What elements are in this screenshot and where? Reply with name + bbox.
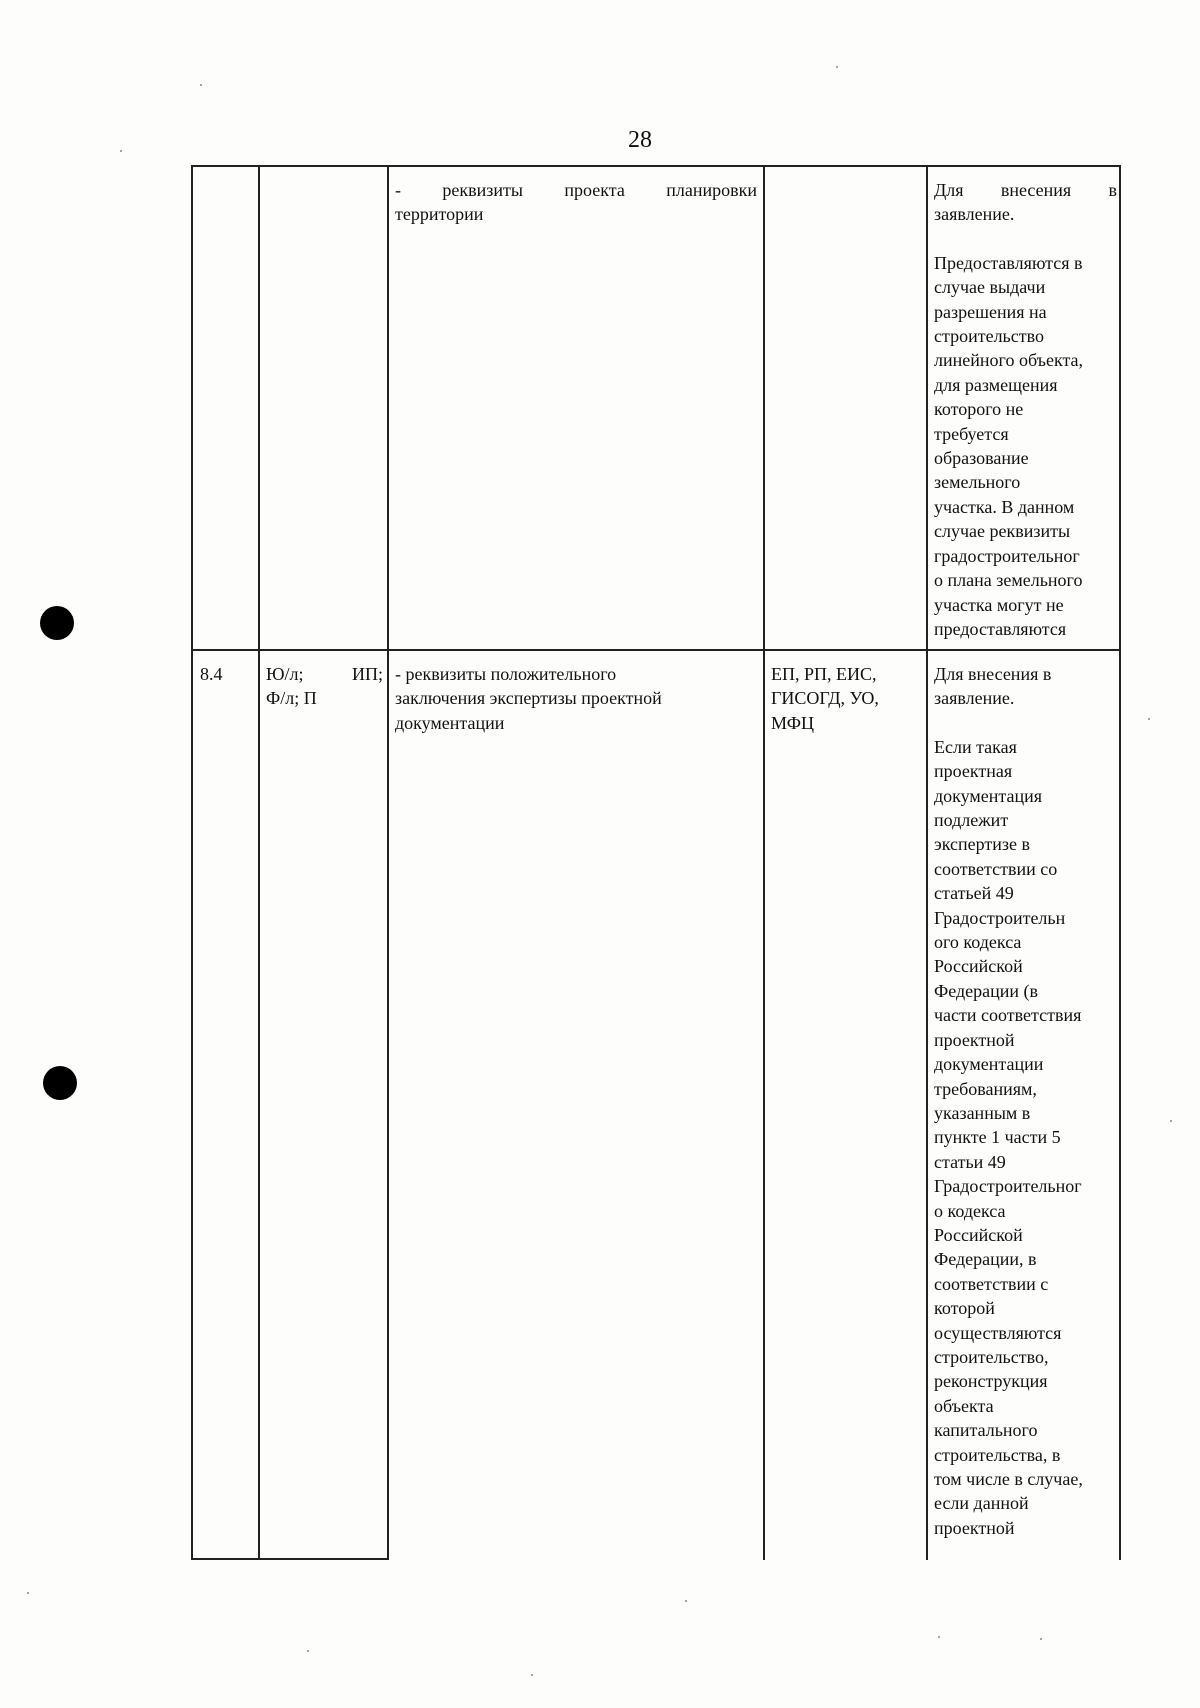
row1-note-line: Для внесения в bbox=[934, 180, 1117, 200]
row2-note-line: если данной bbox=[934, 1493, 1029, 1514]
scan-speck bbox=[531, 1674, 533, 1676]
row2-note-line: проектной bbox=[934, 1517, 1015, 1538]
row2-note-cell bbox=[934, 662, 1117, 1540]
row2-note-line: указанным в bbox=[934, 1102, 1031, 1123]
row1-document-line: территории bbox=[395, 204, 484, 225]
row2-note-line: проектной bbox=[934, 1029, 1015, 1050]
row2-note-line: подлежит bbox=[934, 810, 1009, 831]
row2-note-line: Федерации, в bbox=[934, 1249, 1037, 1270]
row1-note-line: образование bbox=[934, 448, 1029, 469]
row2-note-line: части соответствия bbox=[934, 1005, 1082, 1026]
row1-note-cell bbox=[934, 178, 1117, 641]
row2-note-line: Российской bbox=[934, 1224, 1023, 1245]
table-bottom-border-left bbox=[191, 1558, 389, 1560]
row1-note-line: случае выдачи bbox=[934, 277, 1046, 298]
row2-note-line: заявление. bbox=[934, 688, 1015, 709]
row1-note-line: для размещения bbox=[934, 374, 1058, 395]
row1-note-line: которого не bbox=[934, 399, 1024, 420]
row1-note-line: Предоставляются в bbox=[934, 252, 1083, 273]
scan-speck bbox=[1170, 1120, 1172, 1122]
row1-document-line: - реквизиты проекта планировки bbox=[395, 180, 757, 200]
row2-note-line: Российской bbox=[934, 956, 1023, 977]
row-divider bbox=[191, 649, 1121, 651]
row2-note-line: документация bbox=[934, 785, 1043, 806]
row2-note-line: Если такая bbox=[934, 736, 1017, 757]
row2-sources-line: ЕП, РП, ЕИС, bbox=[771, 664, 877, 684]
row2-note-line: соответствии с bbox=[934, 1273, 1049, 1294]
scan-speck bbox=[200, 84, 202, 86]
row2-note-line: осуществляются bbox=[934, 1322, 1062, 1343]
row2-document-line: документации bbox=[395, 712, 505, 733]
column-divider bbox=[258, 165, 260, 1560]
column-divider bbox=[387, 165, 389, 1560]
scan-speck bbox=[1040, 1638, 1042, 1640]
row1-note-line: разрешения на bbox=[934, 301, 1047, 322]
table-right-border bbox=[1119, 165, 1121, 1560]
row1-note-line: земельного bbox=[934, 472, 1021, 493]
row2-applicants-cell bbox=[266, 662, 383, 711]
row2-note-line: реконструкция bbox=[934, 1371, 1048, 1392]
row2-note-line: ого кодекса bbox=[934, 932, 1022, 953]
row1-note-line: заявление. bbox=[934, 204, 1015, 225]
row2-note-line: статьей 49 bbox=[934, 883, 1014, 904]
row2-note-line: документации bbox=[934, 1054, 1044, 1075]
row1-note-line: о плана земельного bbox=[934, 570, 1083, 591]
row2-note-line: проектная bbox=[934, 761, 1013, 782]
row2-number-cell: 8.4 bbox=[200, 664, 223, 684]
row1-document-cell bbox=[395, 178, 757, 227]
scan-speck bbox=[1148, 718, 1150, 720]
page-number: 28 bbox=[628, 127, 652, 153]
table-top-border bbox=[191, 165, 1121, 167]
scan-speck bbox=[27, 1592, 29, 1594]
row2-note-line: капитального bbox=[934, 1420, 1038, 1441]
scan-speck bbox=[120, 150, 122, 152]
row2-note-line: Федерации (в bbox=[934, 980, 1039, 1001]
row2-note-line: экспертизе в bbox=[934, 834, 1030, 855]
row1-note-line: строительство bbox=[934, 326, 1044, 347]
row2-note-line: требованиям, bbox=[934, 1078, 1037, 1099]
row2-note-line: Градостроительног bbox=[934, 1176, 1082, 1197]
table-left-border bbox=[191, 165, 193, 1560]
row2-document-line: заключения экспертизы проектной bbox=[395, 688, 662, 709]
row2-note-line: соответствии со bbox=[934, 858, 1058, 879]
row2-note-line: строительство, bbox=[934, 1346, 1049, 1367]
row2-applicants-line: Ю/л; ИП; bbox=[266, 664, 383, 684]
requirements-table bbox=[191, 165, 1121, 1560]
scan-speck bbox=[836, 66, 838, 68]
row2-note-line: о кодекса bbox=[934, 1200, 1006, 1221]
row2-note-line: статьи 49 bbox=[934, 1151, 1006, 1172]
row2-note-line: пункте 1 части 5 bbox=[934, 1127, 1061, 1148]
row2-document-line: - реквизиты положительного bbox=[395, 664, 617, 684]
column-divider bbox=[926, 165, 928, 1560]
row2-note-line: строительства, в bbox=[934, 1444, 1061, 1465]
row2-sources-cell bbox=[771, 662, 923, 735]
row2-note-line: которой bbox=[934, 1298, 995, 1319]
column-divider bbox=[763, 165, 765, 1560]
row1-note-line: участка могут не bbox=[934, 594, 1064, 615]
row2-sources-line: ГИСОГД, УО, bbox=[771, 688, 879, 709]
row2-applicants-line: Ф/л; П bbox=[266, 688, 317, 709]
row1-note-line: градостроительног bbox=[934, 545, 1080, 566]
scan-speck bbox=[938, 1636, 940, 1638]
row2-note-line: Градостроительн bbox=[934, 907, 1066, 928]
scan-speck bbox=[685, 1600, 687, 1602]
row2-note-line: объекта bbox=[934, 1395, 994, 1416]
row2-note-line: Для внесения в bbox=[934, 664, 1052, 684]
row2-note-line: том числе в случае, bbox=[934, 1469, 1083, 1489]
punch-hole bbox=[43, 1066, 77, 1100]
scan-speck bbox=[307, 1650, 309, 1652]
row2-document-cell bbox=[395, 662, 757, 735]
row1-note-line: линейного объекта, bbox=[934, 350, 1084, 371]
punch-hole bbox=[40, 606, 74, 640]
row1-note-line: предоставляются bbox=[934, 618, 1067, 639]
row1-note-line: случае реквизиты bbox=[934, 521, 1071, 542]
row1-note-line: требуется bbox=[934, 423, 1009, 444]
row1-note-line: участка. В данном bbox=[934, 496, 1075, 517]
row2-sources-line: МФЦ bbox=[771, 712, 814, 733]
